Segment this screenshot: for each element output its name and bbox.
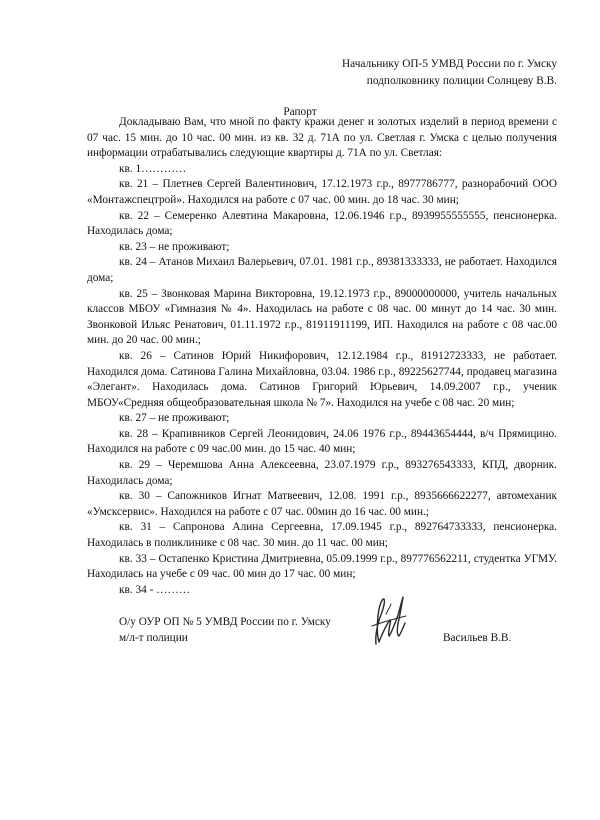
addressee-line-2: подполковнику полиции Солнцеву В.В. (366, 74, 557, 87)
addressee-line-1: Начальнику ОП-5 УМВД России по г. Умску (342, 58, 557, 70)
report-paragraph: кв. 34 - ……… (119, 583, 191, 596)
report-paragraph: кв. 1………… (119, 162, 187, 175)
officer-name: Васильев В.В. (443, 632, 512, 644)
document-title: Рапорт (283, 106, 317, 118)
report-body (87, 115, 557, 598)
report-paragraph: кв. 31 – Сапронова Алина Сергеевна, 17.09.1945 г.р., 892764733333, пенсионерка. Находилась в поликлинике с 08 час. 30 мин. до 11 час. 00 мин; (87, 521, 557, 550)
report-paragraph: кв. 25 – Звонковая Марина Викторовна, 19.12.1973 г.р., 89000000000, учитель начальных классов МБОУ «Гимназия № 4». Находилась на работе с 08 час. 00 минут до 14 час. 30 мин. Звонковой Ильяс Ренатович, 01.11.1972 г.р., 81911911199, ИП. Находился на работе с 08 час.00 мин. до 20 час. 00 мин.; (87, 287, 557, 347)
report-paragraph: кв. 27 – не проживают; (119, 412, 230, 425)
report-paragraph: кв. 24 – Атанов Михаил Валерьевич, 07.01. 1981 г.р., 89381333333, не работает. Находился дома; (87, 256, 557, 284)
report-paragraph: кв. 21 – Плетнев Сергей Валентинович, 17.12.1973 г.р., 8977786777, разнорабочий ООО «Монтажспецтрой». Находился на работе с 07 час. 00 мин. до 18 час. 30 мин; (87, 178, 557, 206)
signature-block (119, 614, 331, 646)
addressee-block (342, 56, 557, 89)
report-paragraph: кв. 22 – Семеренко Алевтина Макаровна, 12.06.1946 г.р., 8939955555555, пенсионерка. Находилась дома; (87, 209, 557, 238)
report-paragraph: Докладываю Вам, что мной по факту кражи денег и золотых изделий в период времени с 07 час. 15 мин. до 10 час. 00 мин. из кв. 32 д. 71А по ул. Светлая г. Умска с целью получения информации отрабатывались следующие квартиры д. 71А по ул. Светлая: (87, 116, 557, 160)
report-paragraph: кв. 28 – Крапивников Сергей Леонидович, 24.06 1976 г.р., 89443654444, в/ч Прямицино. Находился на работе с 09 час.00 мин. до 15 час. 40 мин; (87, 427, 557, 456)
report-paragraph: кв. 23 – не проживают; (119, 240, 230, 253)
report-paragraph: кв. 30 – Сапожников Игнат Матвеевич, 12.08. 1991 г.р., 8935666622277, автомеханик «Умсксервис». Находился на работе с 07 час. 00мин до 16 час. 00 мин.; (87, 490, 557, 518)
officer-rank: м/л-т полиции (119, 632, 188, 644)
report-paragraph: кв. 26 – Сатинов Юрий Никифорович, 12.12.1984 г.р., 81912723333, не работает. Находился дома. Сатинова Галина Михайловна, 03.04. 1986 г.р., 89225627744, продавец магазина «Элегант». Находилась дома. Сатинов Григорий Юрьевич, 14.09.2007 г.р., ученик МБОУ«Средняя общеобразовательная школа № 7». Находился на учебе с 08 час. 20 мин; (87, 349, 557, 409)
officer-position: О/у ОУР ОП № 5 УМВД России по г. Умску (119, 616, 331, 628)
report-paragraph: кв. 29 – Черемшова Анна Алексеевна, 23.07.1979 г.р., 893276543333, КПД, дворник. Находилась дома; (87, 459, 557, 487)
report-paragraph: кв. 33 – Остапенко Кристина Дмитриевна, 05.09.1999 г.р., 897776562211, студентка УГМУ. Находилась на учебе с 09 час. 00 мин до 17 час. 00 мин; (87, 552, 557, 581)
handwritten-signature-icon (366, 590, 414, 650)
